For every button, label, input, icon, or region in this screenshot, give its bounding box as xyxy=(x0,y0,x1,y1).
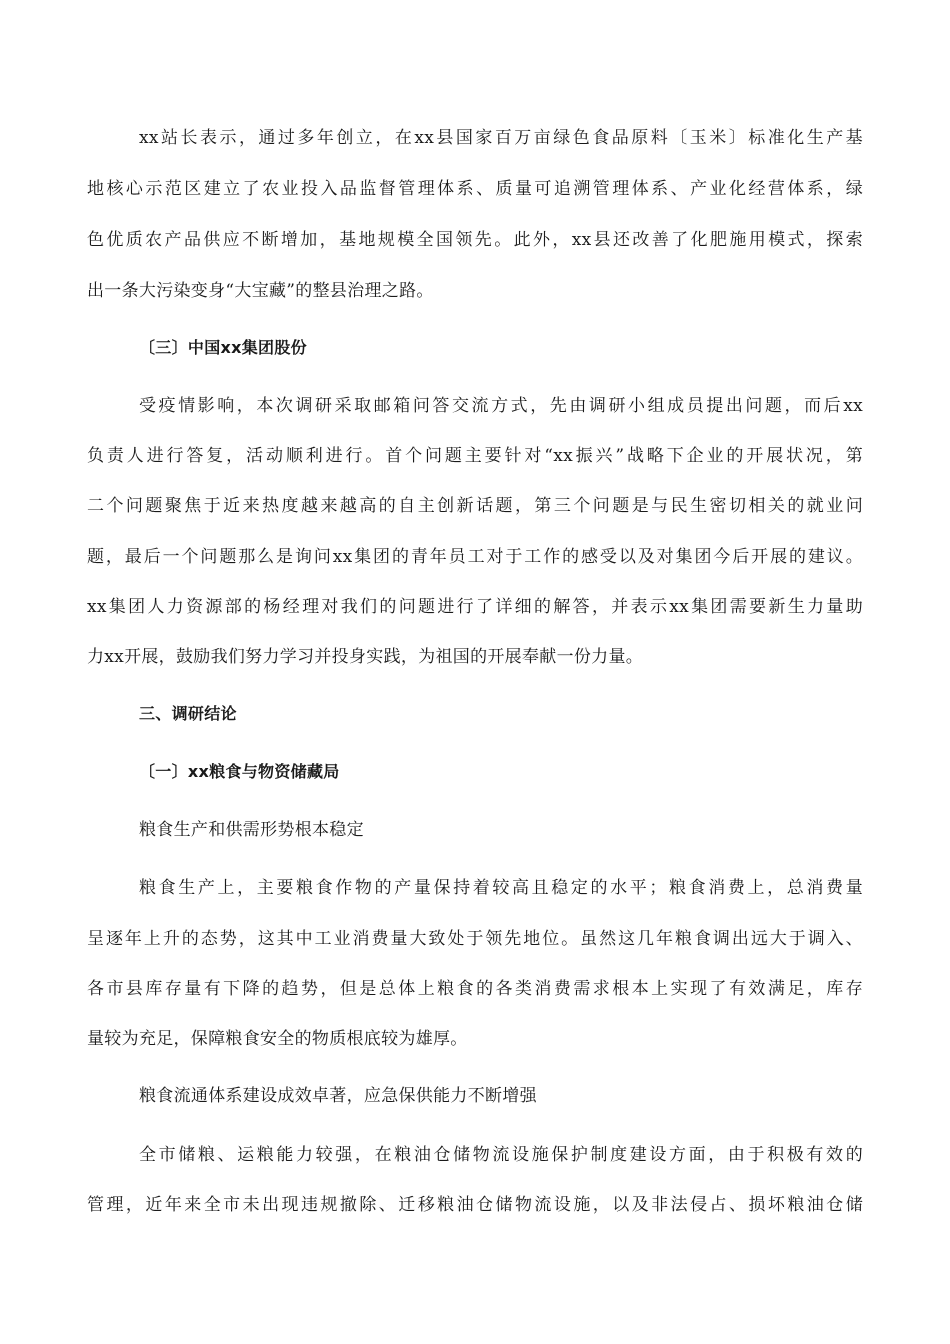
paragraph-3-line-4: 量较为充足，保障粮食安全的物质根底较为雄厚。 xyxy=(87,1029,468,1049)
paragraph-2-line-6: 力xx开展，鼓励我们努力学习并投身实践，为祖国的开展奉献一份力量。 xyxy=(87,647,644,667)
paragraph-2-line-2: 负责人进行答复，活动顺利进行。首个问题主要针对“xx振兴”战略下企业的开展状况，第 xyxy=(87,446,863,466)
paragraph-4-line-2: 管理，近年来全市未出现违规撤除、迁移粮油仓储物流设施，以及非法侵占、损坏粮油仓储 xyxy=(87,1195,863,1215)
paragraph-1-line-2: 地核心示范区建立了农业投入品监督管理体系、质量可追溯管理体系、产业化经营体系，绿 xyxy=(87,179,863,199)
section-heading-conclusion-sub1: 〔一〕xx粮食与物资储藏局 xyxy=(139,762,340,781)
subtitle-2: 粮食流通体系建设成效卓著，应急保供能力不断增强 xyxy=(139,1086,537,1106)
section-heading-sub3: 〔三〕中国xx集团股份 xyxy=(139,338,307,357)
paragraph-2-line-1: 受疫情影响，本次调研采取邮箱问答交流方式，先由调研小组成员提出问题，而后xx xyxy=(139,396,863,416)
paragraph-2-line-5: xx集团人力资源部的杨经理对我们的问题进行了详细的解答，并表示xx集团需要新生力量助 xyxy=(87,597,863,617)
paragraph-2-line-3: 二个问题聚焦于近来热度越来越高的自主创新话题，第三个问题是与民生密切相关的就业问 xyxy=(87,496,863,516)
paragraph-3-line-3: 各市县库存量有下降的趋势，但是总体上粮食的各类消费需求根本上实现了有效满足，库存 xyxy=(87,979,863,999)
paragraph-1-line-4: 出一条大污染变身“大宝藏”的整县治理之路。 xyxy=(87,281,434,301)
paragraph-4-line-1: 全市储粮、运粮能力较强，在粮油仓储物流设施保护制度建设方面，由于积极有效的 xyxy=(139,1145,863,1165)
paragraph-3-line-1: 粮食生产上，主要粮食作物的产量保持着较高且稳定的水平；粮食消费上，总消费量 xyxy=(139,878,863,898)
subtitle-1: 粮食生产和供需形势根本稳定 xyxy=(139,820,364,840)
section-heading-conclusion: 三、调研结论 xyxy=(139,704,237,723)
paragraph-3-line-2: 呈逐年上升的态势，这其中工业消费量大致处于领先地位。虽然这几年粮食调出远大于调入、 xyxy=(87,929,863,949)
paragraph-2-line-4: 题，最后一个问题那么是询问xx集团的青年员工对于工作的感受以及对集团今后开展的建议。 xyxy=(87,547,863,567)
paragraph-1-line-1: xx站长表示，通过多年创立，在xx县国家百万亩绿色食品原料〔玉米〕标准化生产基 xyxy=(139,128,863,148)
paragraph-1-line-3: 色优质农产品供应不断增加，基地规模全国领先。此外，xx县还改善了化肥施用模式，探索 xyxy=(87,230,863,250)
